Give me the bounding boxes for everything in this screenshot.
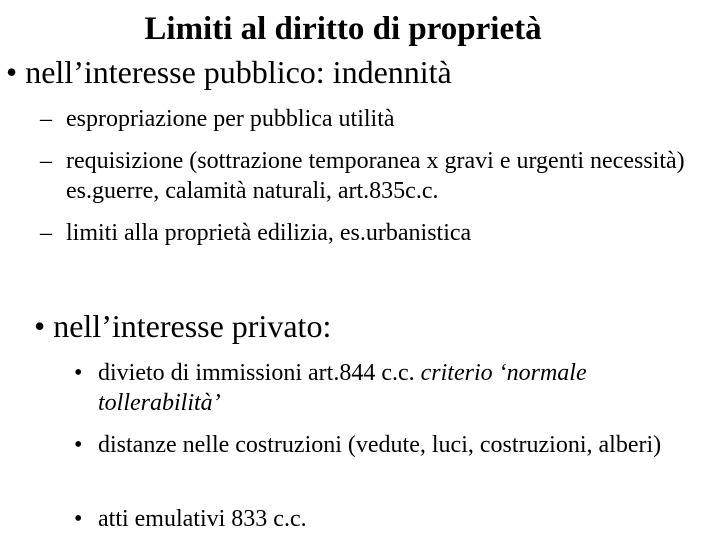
private-interest-heading-text: nell’interesse privato:	[53, 308, 332, 344]
dash-icon: –	[40, 148, 52, 174]
public-item-requisition	[40, 146, 710, 206]
private-item-text	[98, 358, 714, 418]
public-item-building-limits	[40, 218, 710, 248]
private-item-text: distanze nelle costruzioni (vedute, luci, costruzioni, alberi)	[98, 432, 662, 458]
public-interest-heading-text: nell’interesse pubblico: indennità	[25, 54, 452, 90]
private-item-emulative-acts	[74, 504, 714, 534]
public-item-text: limiti alla proprietà edilizia, es.urbanistica	[66, 220, 472, 246]
dash-icon: –	[40, 106, 52, 132]
private-item-text: atti emulativi 833 c.c.	[98, 506, 307, 532]
bullet-icon: •	[74, 432, 83, 458]
private-item-italic-text: criterio ‘normale tollerabilità’	[98, 360, 587, 416]
dash-icon: –	[40, 220, 52, 246]
private-interest-heading	[34, 308, 331, 344]
bullet-icon: •	[74, 506, 83, 532]
private-item-immissions	[74, 358, 714, 418]
bullet-icon: •	[34, 308, 46, 344]
public-interest-heading	[6, 54, 452, 90]
public-item-text: espropriazione per pubblica utilità	[66, 106, 395, 132]
slide-title: Limiti al diritto di proprietà	[144, 11, 542, 47]
bullet-icon: •	[6, 54, 18, 90]
private-item-distances	[74, 430, 714, 460]
public-item-text: requisizione (sottrazione temporanea x gravi e urgenti necessità) es.guerre, calamità naturali, art.835c.c.	[66, 148, 685, 204]
private-item-plain-text: divieto di immissioni art.844 c.c.	[98, 360, 421, 386]
bullet-icon: •	[74, 360, 83, 386]
public-item-expropriation	[40, 104, 710, 134]
